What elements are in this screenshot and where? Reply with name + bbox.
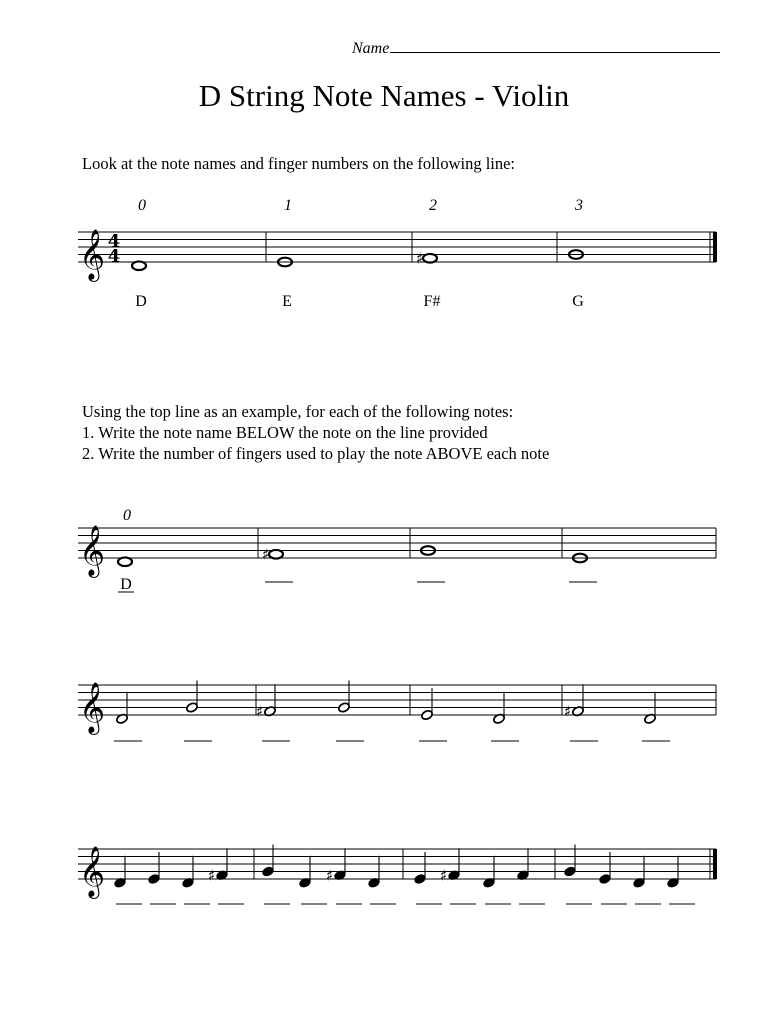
treble-clef-icon: 𝄞 [79, 682, 106, 733]
treble-clef-icon: 𝄞 [79, 846, 106, 897]
treble-clef-icon: 𝄞 [79, 229, 106, 280]
note-name: G [572, 293, 584, 310]
exercise-staff-1 [0, 495, 768, 605]
whole-note [118, 557, 132, 566]
treble-clef-icon: 𝄞 [79, 525, 106, 576]
whole-note [423, 254, 437, 263]
sample-finger-number: 0 [123, 507, 131, 524]
instruction-line: Using the top line as an example, for each of the following notes: [82, 402, 514, 421]
sharp-icon: ♯ [416, 249, 424, 268]
name-label: Name [352, 40, 390, 57]
sharp-icon: ♯ [440, 866, 448, 885]
final-barline-thick [713, 232, 717, 262]
instruction-line: 1. Write the note name BELOW the note on the line provided [82, 423, 488, 442]
finger-number: 3 [575, 197, 583, 214]
finger-number: 0 [138, 197, 146, 214]
example-staff [0, 180, 768, 330]
sharp-icon: ♯ [564, 702, 572, 721]
intro-instruction: Look at the note names and finger numbers on the following line: [82, 154, 516, 173]
sharp-icon: ♯ [256, 702, 264, 721]
whole-note [132, 261, 146, 270]
note-name: D [135, 293, 147, 310]
exercise-instructions [82, 401, 549, 464]
final-barline-thick [713, 849, 717, 879]
name-field[interactable] [352, 38, 720, 58]
whole-note [269, 550, 283, 559]
sharp-icon: ♯ [208, 866, 216, 885]
time-signature-top: 4 [107, 231, 121, 252]
finger-number: 1 [284, 197, 292, 214]
sample-note-name: D [120, 576, 132, 593]
sharp-icon: ♯ [262, 545, 270, 564]
instruction-line: 2. Write the number of fingers used to play the note ABOVE each note [82, 444, 550, 463]
time-signature-bottom: 4 [107, 246, 121, 267]
page-title: D String Note Names - Violin [198, 78, 570, 113]
name-blank[interactable] [390, 38, 720, 53]
exercise-staff-2 [0, 655, 768, 765]
note-name: F# [423, 293, 441, 310]
finger-number: 2 [429, 197, 437, 214]
exercise-staff-3 [0, 815, 768, 925]
note-name: E [282, 293, 292, 310]
sharp-icon: ♯ [326, 866, 334, 885]
